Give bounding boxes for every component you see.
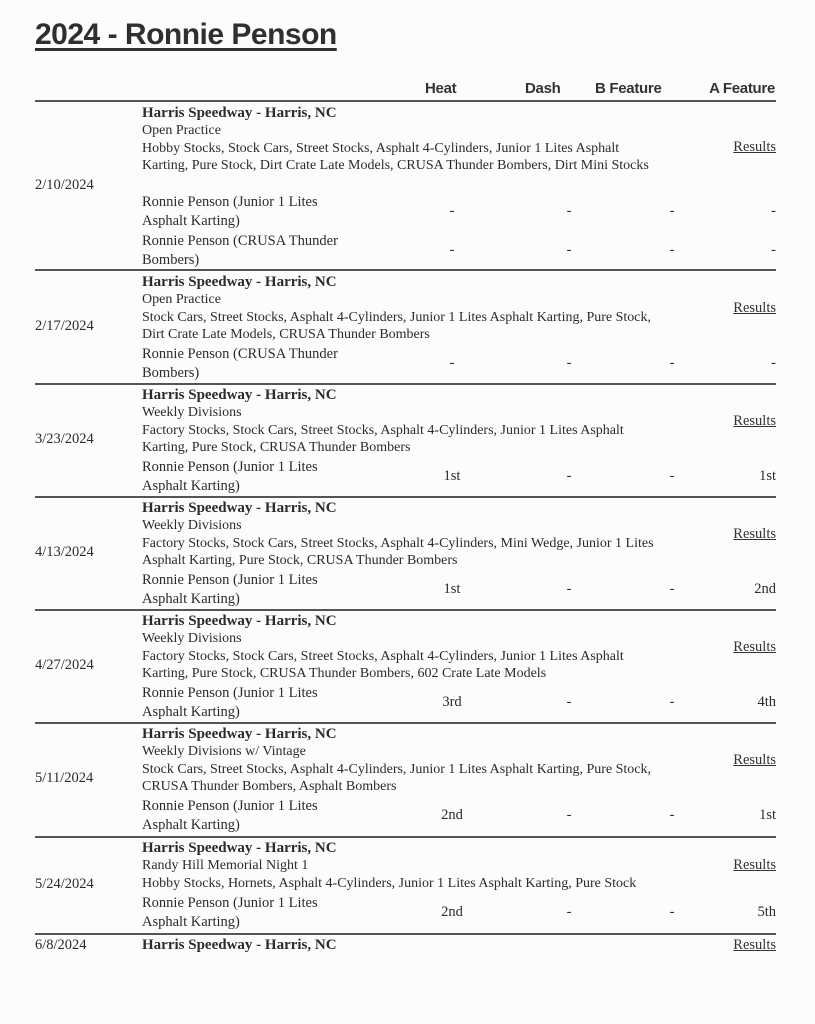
event-divisions: Hobby Stocks, Hornets, Asphalt 4-Cylinders, Junior 1 Lites Asphalt Karting, Pure Stock	[142, 875, 637, 891]
event-type: Weekly Divisions	[142, 405, 242, 420]
column-header-a-feature: A Feature	[709, 80, 775, 97]
event-divisions: Factory Stocks, Stock Cars, Street Stocks, Asphalt 4-Cylinders, Junior 1 Lites Asphalt Karting, Pure Stock, CRUSA Thunder Bombers	[142, 422, 624, 455]
event-row	[35, 612, 776, 722]
event-track: Harris Speedway - Harris, NC	[142, 937, 337, 953]
results-link[interactable]: Results	[733, 639, 776, 655]
b-feature-result: -	[669, 694, 675, 710]
event-row	[35, 273, 776, 383]
event-type: Open Practice	[142, 123, 221, 138]
a-feature-result: 2nd	[754, 581, 776, 597]
b-feature-result: -	[669, 468, 675, 484]
event-details	[142, 839, 702, 892]
results-link[interactable]: Results	[733, 937, 776, 953]
driver-entry	[142, 345, 776, 383]
driver-name: Ronnie Penson (Junior 1 Lites Asphalt Karting)	[142, 194, 318, 229]
event-date: 2/17/2024	[35, 318, 94, 334]
driver-name: Ronnie Penson (Junior 1 Lites Asphalt Karting)	[142, 798, 318, 833]
event-divisions: Stock Cars, Street Stocks, Asphalt 4-Cylinders, Junior 1 Lites Asphalt Karting, Pure Stock, Dirt Crate Late Models, CRUSA Thunder Bombers	[142, 309, 652, 342]
event-type: Weekly Divisions	[142, 518, 242, 533]
a-feature-result: -	[771, 242, 776, 258]
header-divider	[35, 100, 776, 102]
driver-name: Ronnie Penson (Junior 1 Lites Asphalt Karting)	[142, 685, 318, 720]
event-date: 4/27/2024	[35, 657, 94, 673]
event-details	[142, 104, 662, 175]
event-date: 5/24/2024	[35, 876, 94, 892]
results-link[interactable]: Results	[733, 526, 776, 542]
event-track: Harris Speedway - Harris, NC	[142, 726, 337, 742]
results-link[interactable]: Results	[733, 752, 776, 768]
a-feature-result: -	[771, 203, 776, 219]
event-details	[142, 386, 662, 457]
event-date: 6/8/2024	[35, 937, 87, 953]
event-date: 4/13/2024	[35, 544, 94, 560]
event-type: Open Practice	[142, 292, 221, 307]
a-feature-result: 4th	[757, 694, 776, 710]
event-track: Harris Speedway - Harris, NC	[142, 840, 337, 856]
dash-result: -	[566, 203, 572, 219]
b-feature-result: -	[669, 355, 675, 371]
event-details	[142, 273, 662, 344]
page-title: 2024 - Ronnie Penson	[35, 18, 337, 51]
event-row	[35, 499, 776, 609]
heat-result: 2nd	[441, 904, 463, 920]
event-track: Harris Speedway - Harris, NC	[142, 500, 337, 516]
event-date: 5/11/2024	[35, 770, 94, 786]
dash-result: -	[566, 694, 572, 710]
event-row	[35, 936, 776, 958]
a-feature-result: 5th	[757, 904, 776, 920]
b-feature-result: -	[669, 242, 675, 258]
driver-entry	[142, 571, 776, 609]
column-header-dash: Dash	[525, 80, 561, 97]
event-divider	[35, 383, 776, 385]
event-track: Harris Speedway - Harris, NC	[142, 105, 337, 121]
dash-result: -	[566, 807, 572, 823]
event-divider	[35, 269, 776, 271]
event-row	[35, 386, 776, 496]
dash-result: -	[566, 581, 572, 597]
heat-result: 1st	[443, 468, 461, 484]
driver-entry	[142, 232, 776, 270]
heat-result: -	[449, 242, 455, 258]
b-feature-result: -	[669, 203, 675, 219]
event-track: Harris Speedway - Harris, NC	[142, 387, 337, 403]
event-row	[35, 104, 776, 270]
results-link[interactable]: Results	[733, 139, 776, 155]
heat-result: 3rd	[442, 694, 462, 710]
driver-name: Ronnie Penson (Junior 1 Lites Asphalt Karting)	[142, 459, 318, 494]
driver-name: Ronnie Penson (Junior 1 Lites Asphalt Karting)	[142, 572, 318, 607]
event-divider	[35, 836, 776, 838]
event-type: Weekly Divisions	[142, 631, 242, 646]
event-type: Weekly Divisions w/ Vintage	[142, 744, 306, 759]
driver-entry	[142, 193, 776, 231]
b-feature-result: -	[669, 581, 675, 597]
driver-name: Ronnie Penson (CRUSA Thunder Bombers)	[142, 233, 338, 268]
heat-result: -	[449, 203, 455, 219]
event-details	[142, 725, 662, 796]
a-feature-result: 1st	[759, 468, 776, 484]
heat-result: -	[449, 355, 455, 371]
event-row	[35, 839, 776, 934]
driver-entry	[142, 458, 776, 496]
driver-entry	[142, 684, 776, 722]
a-feature-result: -	[771, 355, 776, 371]
column-headers	[35, 80, 775, 100]
event-track: Harris Speedway - Harris, NC	[142, 613, 337, 629]
driver-name: Ronnie Penson (CRUSA Thunder Bombers)	[142, 346, 338, 381]
event-date: 3/23/2024	[35, 431, 94, 447]
a-feature-result: 1st	[759, 807, 776, 823]
dash-result: -	[566, 904, 572, 920]
driver-name: Ronnie Penson (Junior 1 Lites Asphalt Karting)	[142, 895, 318, 930]
event-details	[142, 612, 662, 683]
event-type: Randy Hill Memorial Night 1	[142, 858, 309, 873]
column-header-b-feature: B Feature	[595, 80, 662, 97]
event-divider	[35, 609, 776, 611]
driver-entry	[142, 894, 776, 932]
event-divider	[35, 933, 776, 935]
heat-result: 1st	[443, 581, 461, 597]
event-divider	[35, 496, 776, 498]
dash-result: -	[566, 355, 572, 371]
b-feature-result: -	[669, 904, 675, 920]
event-divisions: Stock Cars, Street Stocks, Asphalt 4-Cylinders, Junior 1 Lites Asphalt Karting, Pure Stock, CRUSA Thunder Bombers, Asphalt Bombers	[142, 761, 652, 794]
event-details	[142, 936, 662, 954]
b-feature-result: -	[669, 807, 675, 823]
results-link[interactable]: Results	[733, 300, 776, 316]
event-divisions: Hobby Stocks, Stock Cars, Street Stocks, Asphalt 4-Cylinders, Junior 1 Lites Asphalt Karting, Pure Stock, Dirt Crate Late Models, CRUSA Thunder Bombers, Dirt Mini Stocks	[142, 140, 649, 173]
event-divisions: Factory Stocks, Stock Cars, Street Stocks, Asphalt 4-Cylinders, Mini Wedge, Junior 1 Lites Asphalt Karting, Pure Stock, CRUSA Thunder Bombers	[142, 535, 654, 568]
dash-result: -	[566, 242, 572, 258]
event-row	[35, 725, 776, 835]
event-track: Harris Speedway - Harris, NC	[142, 274, 337, 290]
heat-result: 2nd	[441, 807, 463, 823]
event-details	[142, 499, 662, 570]
results-link[interactable]: Results	[733, 413, 776, 429]
column-header-heat: Heat	[425, 80, 457, 97]
results-link[interactable]: Results	[733, 857, 776, 873]
dash-result: -	[566, 468, 572, 484]
event-date: 2/10/2024	[35, 177, 94, 193]
event-divider	[35, 722, 776, 724]
driver-entry	[142, 797, 776, 835]
event-divisions: Factory Stocks, Stock Cars, Street Stocks, Asphalt 4-Cylinders, Junior 1 Lites Asphalt Karting, Pure Stock, CRUSA Thunder Bombers, 602 Crate Late Models	[142, 648, 624, 681]
